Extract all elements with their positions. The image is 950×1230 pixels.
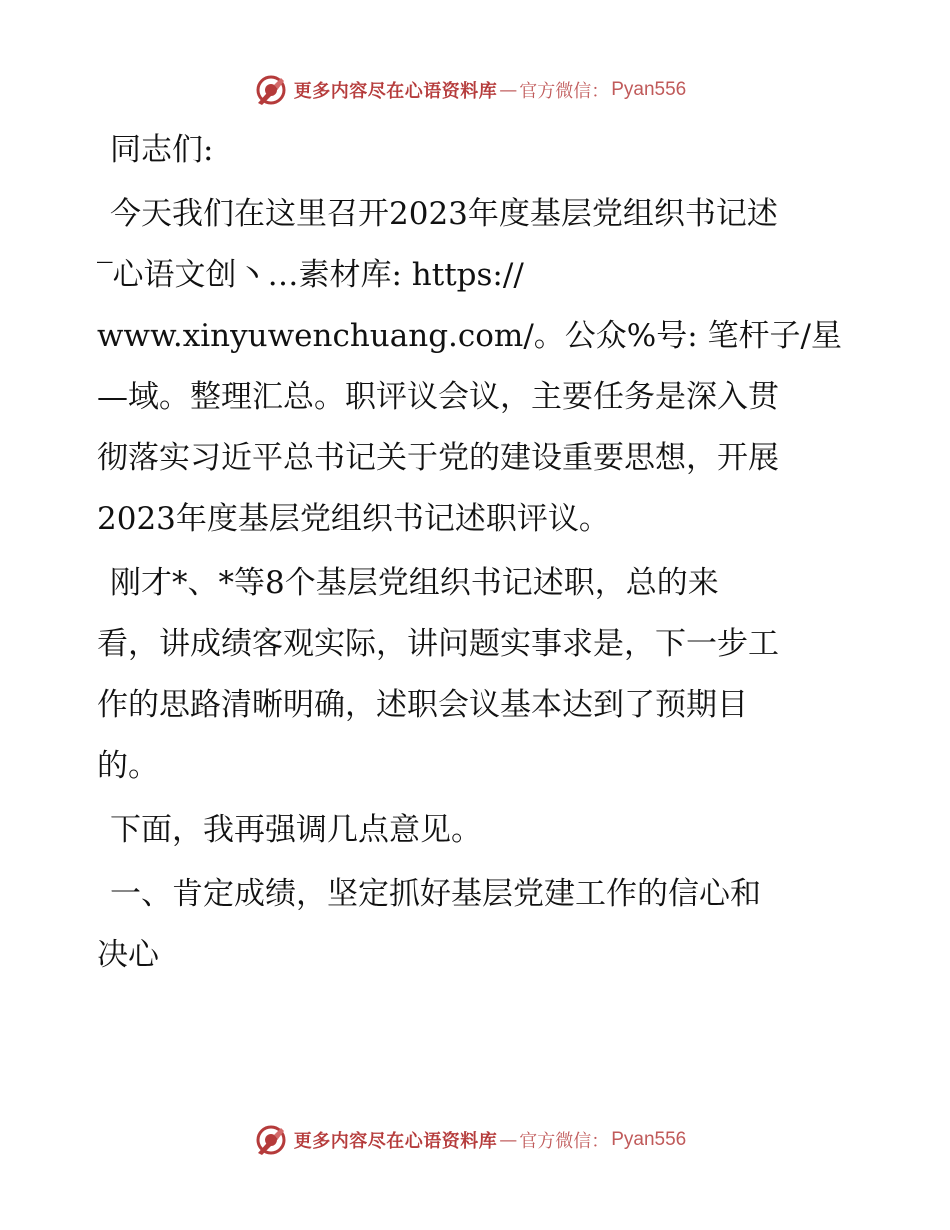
- text-line: 同志们:: [110, 132, 214, 168]
- banner-main-text: 更多内容尽在心语资料库: [293, 1131, 498, 1152]
- text-line: www.xinyuwenchuang.com/。公众%号: 笔杆子/星: [97, 318, 842, 354]
- text-line: ‾心语文创丶…素材库: https://: [97, 257, 524, 293]
- text-line: 下面，我再强调几点意见。: [110, 812, 482, 848]
- banner-dash: —: [499, 79, 518, 101]
- text-line: 彻落实习近平总书记关于党的建设重要思想，开展: [97, 440, 779, 476]
- banner-wechat-id: Pyan556: [611, 1129, 687, 1150]
- document-body: [97, 120, 857, 986]
- text-line: 今天我们在这里召开2023年度基层党组织书记述: [110, 196, 778, 232]
- text-line: 看，讲成绩客观实际，讲问题实事求是，下一步工: [97, 626, 779, 662]
- banner-content: [254, 1120, 687, 1160]
- banner-main-text: 更多内容尽在心语资料库: [293, 81, 498, 102]
- text-line: 作的思路清晰明确，述职会议基本达到了预期目: [97, 687, 748, 723]
- greeting: [97, 120, 857, 181]
- header-banner: [0, 70, 950, 110]
- paragraph-3: [97, 800, 857, 861]
- paragraph-1: [97, 184, 857, 550]
- section-heading-1: [97, 864, 857, 986]
- pen-logo-icon: [254, 1123, 288, 1157]
- text-line: 决心: [97, 937, 159, 973]
- text-line: 刚才*、*等8个基层党组织书记述职，总的来: [110, 565, 719, 601]
- text-line: 的。: [97, 748, 159, 784]
- text-line: 2023年度基层党组织书记述职评议。: [97, 501, 610, 537]
- paragraph-2: [97, 553, 857, 797]
- text-line: —域。整理汇总。职评议会议，主要任务是深入贯: [97, 379, 779, 415]
- pen-logo-icon: [254, 73, 288, 107]
- footer-banner: [0, 1120, 950, 1160]
- banner-wechat-id: Pyan556: [611, 79, 687, 100]
- banner-wechat-label: 官方微信：: [519, 81, 610, 102]
- banner-dash: —: [499, 1129, 518, 1151]
- banner-content: [254, 70, 687, 110]
- text-line: 一、肯定成绩，坚定抓好基层党建工作的信心和: [110, 876, 761, 912]
- banner-wechat-label: 官方微信：: [519, 1131, 610, 1152]
